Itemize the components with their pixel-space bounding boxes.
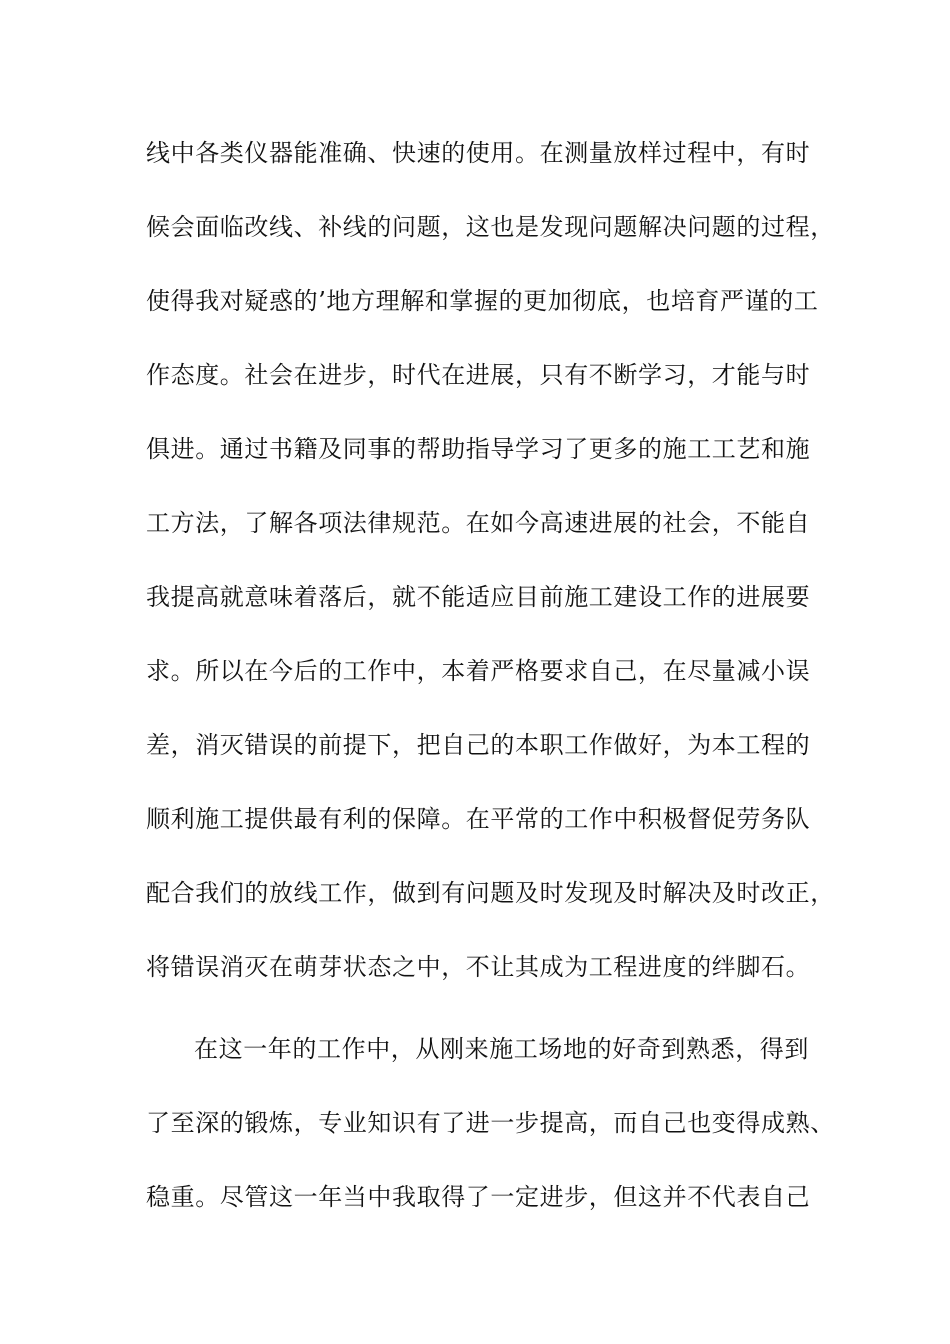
text-line-15: 稳重。尽管这一年当中我取得了一定进步，但这并不代表自己 — [146, 1183, 811, 1211]
text-line-8: 求。所以在今后的工作中，本着严格要求自己，在尽量减小误 — [146, 657, 811, 685]
text-line-14: 了至深的锻炼，专业知识有了进一步提高，而自己也变得成熟、 — [146, 1109, 835, 1137]
paragraph-start-line: 在这一年的工作中，从刚来施工场地的好奇到熟悉，得到 — [194, 1035, 809, 1063]
text-line-9: 差，消灭错误的前提下，把自己的本职工作做好，为本工程的 — [146, 731, 811, 759]
text-line-5: 俱进。通过书籍及同事的帮助指导学习了更多的施工工艺和施 — [146, 435, 811, 463]
text-line-12: 将错误消灭在萌芽状态之中，不让其成为工程进度的绊脚石。 — [146, 953, 811, 981]
text-line-2: 候会面临改线、补线的问题，这也是发现问题解决问题的过程， — [146, 213, 835, 241]
text-line-3: 使得我对疑惑的’地方理解和掌握的更加彻底，也培育严谨的工 — [146, 287, 819, 315]
text-line-6: 工方法，了解各项法律规范。在如今高速进展的社会，不能自 — [146, 509, 811, 537]
text-line-10: 顺利施工提供最有利的保障。在平常的工作中积极督促劳务队 — [146, 805, 811, 833]
text-line-7: 我提高就意味着落后，就不能适应目前施工建设工作的进展要 — [146, 583, 811, 611]
text-line-1: 线中各类仪器能准确、快速的使用。在测量放样过程中，有时 — [146, 139, 811, 167]
text-line-4: 作态度。社会在进步，时代在进展，只有不断学习，才能与时 — [146, 361, 811, 389]
text-line-11: 配合我们的放线工作，做到有问题及时发现及时解决及时改正， — [146, 879, 835, 907]
